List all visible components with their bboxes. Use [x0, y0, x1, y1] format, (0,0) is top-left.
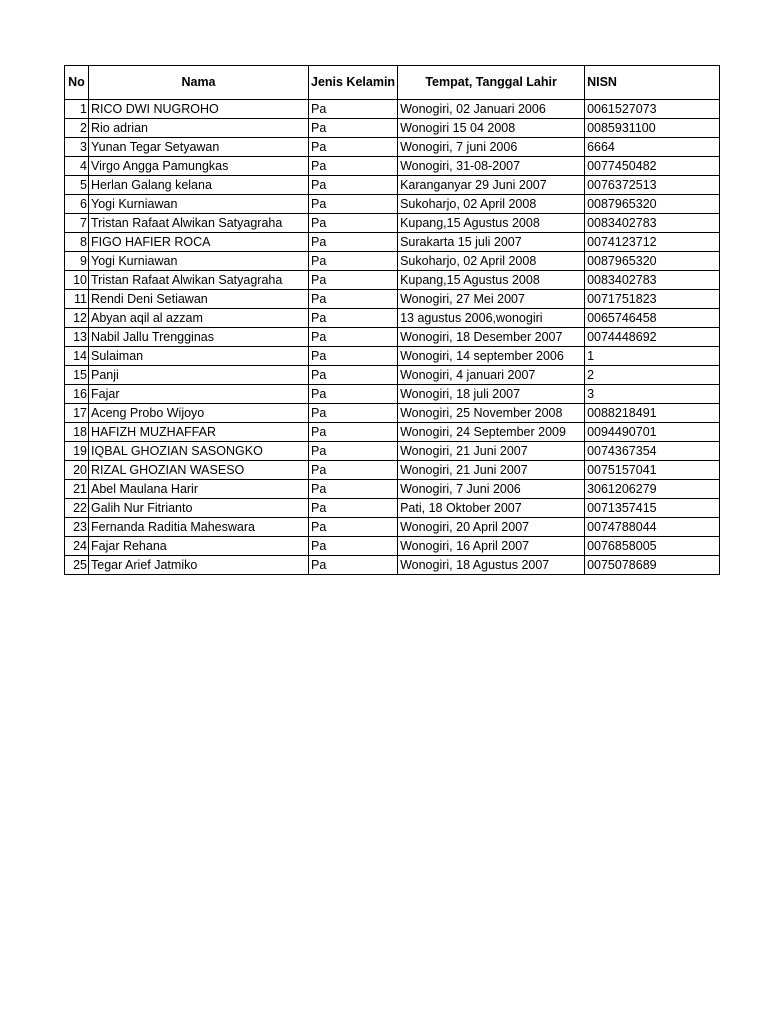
cell-nama: RIZAL GHOZIAN WASESO	[89, 461, 309, 480]
table-header-row	[65, 66, 720, 100]
cell-jenis-kelamin: Pa	[309, 461, 398, 480]
table-row	[65, 499, 720, 518]
cell-no: 6	[65, 195, 89, 214]
cell-ttl: Wonogiri, 14 september 2006	[398, 347, 585, 366]
cell-no: 23	[65, 518, 89, 537]
cell-ttl: Wonogiri, 7 juni 2006	[398, 138, 585, 157]
cell-nisn: 0074367354	[585, 442, 720, 461]
cell-no: 1	[65, 100, 89, 119]
cell-jenis-kelamin: Pa	[309, 518, 398, 537]
cell-ttl: Sukoharjo, 02 April 2008	[398, 252, 585, 271]
cell-ttl: Wonogiri, 21 Juni 2007	[398, 461, 585, 480]
cell-nama: Rendi Deni Setiawan	[89, 290, 309, 309]
cell-ttl: Wonogiri, 18 Agustus 2007	[398, 556, 585, 575]
cell-no: 20	[65, 461, 89, 480]
cell-jenis-kelamin: Pa	[309, 138, 398, 157]
cell-ttl: Wonogiri, 18 juli 2007	[398, 385, 585, 404]
cell-nisn: 0076858005	[585, 537, 720, 556]
cell-nisn: 3061206279	[585, 480, 720, 499]
cell-ttl: Wonogiri, 25 November 2008	[398, 404, 585, 423]
cell-nama: Tristan Rafaat Alwikan Satyagraha	[89, 271, 309, 290]
header-ttl: Tempat, Tanggal Lahir	[398, 66, 585, 100]
cell-jenis-kelamin: Pa	[309, 347, 398, 366]
cell-nama: Yogi Kurniawan	[89, 195, 309, 214]
table-row	[65, 480, 720, 499]
cell-nisn: 0061527073	[585, 100, 720, 119]
cell-nama: Virgo Angga Pamungkas	[89, 157, 309, 176]
cell-nisn: 0071751823	[585, 290, 720, 309]
cell-nisn: 1	[585, 347, 720, 366]
cell-no: 12	[65, 309, 89, 328]
cell-ttl: Wonogiri, 4 januari 2007	[398, 366, 585, 385]
cell-nisn: 0087965320	[585, 195, 720, 214]
cell-nama: HAFIZH MUZHAFFAR	[89, 423, 309, 442]
cell-jenis-kelamin: Pa	[309, 309, 398, 328]
cell-jenis-kelamin: Pa	[309, 214, 398, 233]
cell-nama: FIGO HAFIER ROCA	[89, 233, 309, 252]
cell-ttl: Wonogiri, 31-08-2007	[398, 157, 585, 176]
table-row	[65, 252, 720, 271]
cell-no: 18	[65, 423, 89, 442]
cell-ttl: Wonogiri, 7 Juni 2006	[398, 480, 585, 499]
cell-nama: Abel Maulana Harir	[89, 480, 309, 499]
cell-ttl: Kupang,15 Agustus 2008	[398, 214, 585, 233]
cell-nama: Sulaiman	[89, 347, 309, 366]
cell-nama: Fernanda Raditia Maheswara	[89, 518, 309, 537]
cell-jenis-kelamin: Pa	[309, 556, 398, 575]
table-row	[65, 556, 720, 575]
cell-nama: Aceng Probo Wijoyo	[89, 404, 309, 423]
cell-no: 22	[65, 499, 89, 518]
cell-no: 24	[65, 537, 89, 556]
cell-jenis-kelamin: Pa	[309, 328, 398, 347]
cell-no: 4	[65, 157, 89, 176]
cell-nisn: 0094490701	[585, 423, 720, 442]
cell-ttl: Surakarta 15 juli 2007	[398, 233, 585, 252]
cell-jenis-kelamin: Pa	[309, 157, 398, 176]
cell-jenis-kelamin: Pa	[309, 290, 398, 309]
cell-nisn: 0065746458	[585, 309, 720, 328]
table-row	[65, 461, 720, 480]
student-table-container	[64, 65, 720, 575]
cell-ttl: Wonogiri, 24 September 2009	[398, 423, 585, 442]
table-row	[65, 309, 720, 328]
cell-no: 16	[65, 385, 89, 404]
table-row	[65, 347, 720, 366]
cell-jenis-kelamin: Pa	[309, 442, 398, 461]
cell-nama: Yogi Kurniawan	[89, 252, 309, 271]
table-row	[65, 176, 720, 195]
cell-nisn: 2	[585, 366, 720, 385]
cell-jenis-kelamin: Pa	[309, 537, 398, 556]
cell-jenis-kelamin: Pa	[309, 480, 398, 499]
cell-no: 3	[65, 138, 89, 157]
cell-ttl: Wonogiri, 18 Desember 2007	[398, 328, 585, 347]
cell-nisn: 0075157041	[585, 461, 720, 480]
cell-nisn: 0083402783	[585, 214, 720, 233]
table-row	[65, 404, 720, 423]
cell-nisn: 6664	[585, 138, 720, 157]
cell-nama: Fajar	[89, 385, 309, 404]
cell-no: 15	[65, 366, 89, 385]
cell-jenis-kelamin: Pa	[309, 404, 398, 423]
cell-jenis-kelamin: Pa	[309, 195, 398, 214]
cell-ttl: Pati, 18 Oktober 2007	[398, 499, 585, 518]
header-nisn: NISN	[585, 66, 720, 100]
table-row	[65, 537, 720, 556]
cell-nama: Abyan aqil al azzam	[89, 309, 309, 328]
cell-nisn: 0076372513	[585, 176, 720, 195]
table-row	[65, 442, 720, 461]
cell-nama: Tristan Rafaat Alwikan Satyagraha	[89, 214, 309, 233]
header-no: No	[65, 66, 89, 100]
cell-no: 8	[65, 233, 89, 252]
cell-jenis-kelamin: Pa	[309, 119, 398, 138]
cell-nisn: 0077450482	[585, 157, 720, 176]
cell-jenis-kelamin: Pa	[309, 385, 398, 404]
cell-nisn: 0071357415	[585, 499, 720, 518]
cell-no: 2	[65, 119, 89, 138]
cell-ttl: 13 agustus 2006,wonogiri	[398, 309, 585, 328]
table-row	[65, 366, 720, 385]
cell-jenis-kelamin: Pa	[309, 100, 398, 119]
cell-jenis-kelamin: Pa	[309, 176, 398, 195]
cell-nama: Rio adrian	[89, 119, 309, 138]
cell-ttl: Wonogiri, 16 April 2007	[398, 537, 585, 556]
cell-nisn: 0087965320	[585, 252, 720, 271]
cell-no: 11	[65, 290, 89, 309]
table-row	[65, 328, 720, 347]
cell-no: 25	[65, 556, 89, 575]
cell-no: 14	[65, 347, 89, 366]
cell-nisn: 3	[585, 385, 720, 404]
table-row	[65, 385, 720, 404]
table-row	[65, 233, 720, 252]
cell-nama: Galih Nur Fitrianto	[89, 499, 309, 518]
header-nama: Nama	[89, 66, 309, 100]
cell-no: 10	[65, 271, 89, 290]
cell-nisn: 0085931100	[585, 119, 720, 138]
cell-nisn: 0075078689	[585, 556, 720, 575]
cell-nama: IQBAL GHOZIAN SASONGKO	[89, 442, 309, 461]
cell-nisn: 0074123712	[585, 233, 720, 252]
table-row	[65, 290, 720, 309]
table-row	[65, 423, 720, 442]
cell-jenis-kelamin: Pa	[309, 423, 398, 442]
cell-no: 5	[65, 176, 89, 195]
cell-no: 13	[65, 328, 89, 347]
table-row	[65, 271, 720, 290]
cell-no: 9	[65, 252, 89, 271]
cell-nisn: 0074788044	[585, 518, 720, 537]
cell-jenis-kelamin: Pa	[309, 499, 398, 518]
cell-jenis-kelamin: Pa	[309, 233, 398, 252]
cell-nama: RICO DWI NUGROHO	[89, 100, 309, 119]
cell-ttl: Wonogiri, 21 Juni 2007	[398, 442, 585, 461]
cell-nama: Panji	[89, 366, 309, 385]
student-table	[64, 65, 720, 575]
header-jenis-kelamin: Jenis Kelamin	[309, 66, 398, 100]
table-row	[65, 157, 720, 176]
cell-ttl: Kupang,15 Agustus 2008	[398, 271, 585, 290]
table-row	[65, 518, 720, 537]
cell-nama: Nabil Jallu Trengginas	[89, 328, 309, 347]
cell-nama: Herlan Galang kelana	[89, 176, 309, 195]
table-body	[65, 100, 720, 575]
cell-jenis-kelamin: Pa	[309, 366, 398, 385]
cell-nama: Fajar Rehana	[89, 537, 309, 556]
table-row	[65, 195, 720, 214]
cell-nisn: 0088218491	[585, 404, 720, 423]
cell-no: 19	[65, 442, 89, 461]
cell-ttl: Karanganyar 29 Juni 2007	[398, 176, 585, 195]
table-row	[65, 119, 720, 138]
cell-no: 7	[65, 214, 89, 233]
cell-ttl: Wonogiri, 27 Mei 2007	[398, 290, 585, 309]
cell-no: 17	[65, 404, 89, 423]
cell-nisn: 0083402783	[585, 271, 720, 290]
table-row	[65, 138, 720, 157]
cell-jenis-kelamin: Pa	[309, 252, 398, 271]
cell-ttl: Wonogiri, 02 Januari 2006	[398, 100, 585, 119]
table-row	[65, 214, 720, 233]
cell-ttl: Sukoharjo, 02 April 2008	[398, 195, 585, 214]
cell-nama: Tegar Arief Jatmiko	[89, 556, 309, 575]
cell-jenis-kelamin: Pa	[309, 271, 398, 290]
cell-nama: Yunan Tegar Setyawan	[89, 138, 309, 157]
cell-no: 21	[65, 480, 89, 499]
cell-ttl: Wonogiri, 20 April 2007	[398, 518, 585, 537]
cell-nisn: 0074448692	[585, 328, 720, 347]
cell-ttl: Wonogiri 15 04 2008	[398, 119, 585, 138]
table-row	[65, 100, 720, 119]
